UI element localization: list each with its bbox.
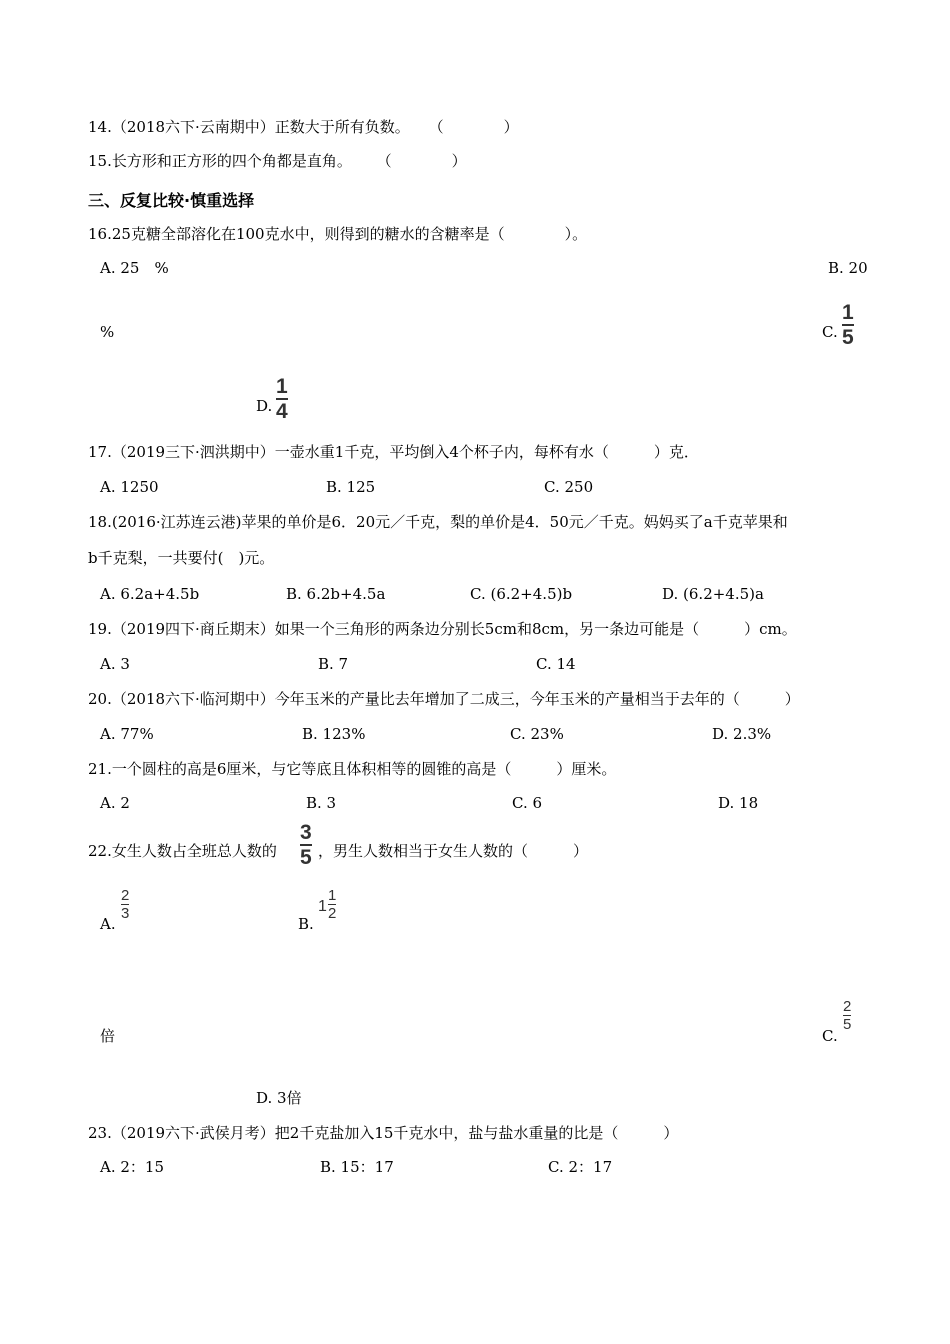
- question-20-stem: 20.（2018六下·临河期中）今年玉米的产量比去年增加了二成三，今年玉米的产量相当于去年的（ ）: [88, 690, 800, 708]
- option-d-label[interactable]: D.: [256, 397, 273, 415]
- question-17-stem: 17.（2019三下·泗洪期中）一壶水重1千克，平均倒入4个杯子内，每杯有水（ ）克．: [88, 443, 699, 461]
- answer-blank[interactable]: （ ）: [428, 118, 519, 136]
- option-b[interactable]: B. 20: [828, 259, 868, 277]
- question-21-stem: 21.一个圆柱的高是6厘米，与它等底且体积相等的圆锥的高是（ ）厘米。: [88, 760, 617, 778]
- question-18-stem-line2: b千克梨，一共要付( )元。: [88, 549, 275, 567]
- question-14: [88, 118, 519, 136]
- option-c[interactable]: C. 2：17: [548, 1158, 613, 1176]
- option-a[interactable]: A. 6.2a+4.5b: [100, 585, 200, 603]
- option-d[interactable]: D. (6.2+4.5)a: [662, 585, 764, 603]
- fraction-three-fifths: 3 5: [300, 821, 312, 869]
- option-a[interactable]: A. 77%: [100, 725, 154, 743]
- fraction-two-thirds: 2 3: [121, 887, 130, 922]
- question-15-text: 15.长方形和正方形的四个角都是直角。: [88, 152, 352, 170]
- option-d[interactable]: D. 2.3%: [712, 725, 772, 743]
- option-b[interactable]: B. 7: [318, 655, 349, 673]
- option-c[interactable]: C. (6.2+4.5)b: [470, 585, 573, 603]
- option-b[interactable]: B. 6.2b+4.5a: [286, 585, 386, 603]
- option-b-continued: %: [100, 323, 115, 341]
- option-a[interactable]: A. 3: [100, 655, 130, 673]
- option-a[interactable]: A. 2: [100, 794, 130, 812]
- question-16-stem: 16.25克糖全部溶化在100克水中，则得到的糖水的含糖率是（ ）。: [88, 225, 588, 243]
- mixed-number-whole: 1: [318, 898, 327, 915]
- option-b-unit: 倍: [100, 1027, 116, 1045]
- question-14-text: 14.（2018六下·云南期中）正数大于所有负数。: [88, 118, 410, 136]
- question-15: [88, 152, 467, 170]
- option-a-label[interactable]: A.: [100, 915, 116, 933]
- option-c[interactable]: C. 250: [544, 478, 594, 496]
- question-22-stem-pre: 22.女生人数占全班总人数的: [88, 842, 277, 860]
- section-title: 三、反复比较·慎重选择: [88, 191, 255, 210]
- answer-blank[interactable]: （ ）: [376, 152, 467, 170]
- option-b[interactable]: B. 15：17: [320, 1158, 394, 1176]
- option-a[interactable]: A. 1250: [100, 478, 159, 496]
- option-b[interactable]: B. 123%: [302, 725, 366, 743]
- option-c-label[interactable]: C.: [822, 323, 838, 341]
- fraction-one-fourth: 1 4: [276, 375, 288, 423]
- option-d[interactable]: D. 3倍: [256, 1089, 302, 1107]
- option-a[interactable]: A. 2：15: [100, 1158, 164, 1176]
- fraction-one-fifth: 1 5: [842, 301, 854, 349]
- fraction-two-fifths: 2 5: [843, 998, 852, 1033]
- option-c[interactable]: C. 23%: [510, 725, 564, 743]
- option-b[interactable]: B. 3: [306, 794, 337, 812]
- option-b[interactable]: B. 125: [326, 478, 376, 496]
- option-c[interactable]: C. 14: [536, 655, 576, 673]
- option-d[interactable]: D. 18: [718, 794, 759, 812]
- question-19-stem: 19.（2019四下·商丘期末）如果一个三角形的两条边分别长5cm和8cm，另一条边可能是（ ）cm。: [88, 620, 797, 638]
- option-a[interactable]: A. 25 %: [100, 259, 169, 277]
- question-23-stem: 23.（2019六下·武侯月考）把2千克盐加入15千克水中，盐与盐水重量的比是（ ）: [88, 1124, 679, 1142]
- option-c-label[interactable]: C.: [822, 1027, 838, 1045]
- option-c[interactable]: C. 6: [512, 794, 543, 812]
- question-22-stem-post: ，男生人数相当于女生人数的（ ）: [318, 842, 589, 860]
- fraction-one-half: 1 2: [328, 887, 337, 922]
- question-18-stem-line1: 18.(2016·江苏连云港)苹果的单价是6．20元／千克，梨的单价是4．50元／千克。妈妈买了a千克苹果和: [88, 513, 788, 531]
- option-b-label[interactable]: B.: [298, 915, 314, 933]
